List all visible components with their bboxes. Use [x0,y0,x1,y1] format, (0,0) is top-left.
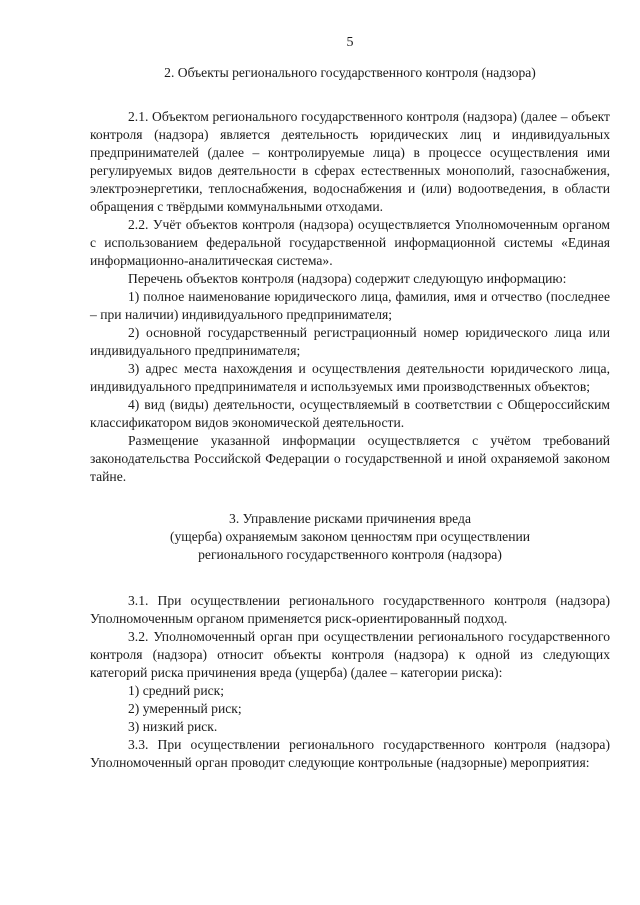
page-number: 5 [346,35,354,50]
list-item: 3) адрес места нахождения и осуществления деятельности юридического лица, индивидуального предпринимателя и используемых ими производственных объектов; [90,361,610,394]
paragraph-2-1: 2.1. Объектом регионального государственного контроля (надзора) (далее – объект контроля (надзора) является деятельность юридических лиц и индивидуальных предпринимателей (далее – контролируемые лица) в процессе осуществления ими регулируемых видов деятельности в сферах естественных монополий, газоснабжения, электроэнергетики, теплоснабжения, водоснабжения и (или) водоотведения, в области обращения с твёрдыми коммунальными отходами. [90,109,610,214]
risk-item: 3) низкий риск. [128,719,218,734]
list-item: 2) основной государственный регистрационный номер юридического лица или индивидуального предпринимателя; [90,325,610,358]
section-3-title-line: регионального государственного контроля (надзора) [198,547,502,562]
list-item: 4) вид (виды) деятельности, осуществляемый в соответствии с Общероссийским классификатором видов экономической деятельности. [90,397,610,430]
paragraph-3-1: 3.1. При осуществлении регионального государственного контроля (надзора) Уполномоченным органом применяется риск-ориентированный подход. [90,593,610,626]
paragraph-2-2: 2.2. Учёт объектов контроля (надзора) осуществляется Уполномоченным органом с использованием федеральной государственной информационной системы «Единая информационно-аналитическая система». [90,217,610,268]
risk-item: 1) средний риск; [128,683,225,698]
paragraph-list-intro: Перечень объектов контроля (надзора) содержит следующую информацию: [128,271,567,286]
paragraph-3-2: 3.2. Уполномоченный орган при осуществлении регионального государственного контроля (надзора) относит объекты контроля (надзора) к одной из следующих категорий риска причинения вреда (ущерба) (далее – категории риска): [90,629,610,680]
paragraph-3-3: 3.3. При осуществлении регионального государственного контроля (надзора) Уполномоченный орган проводит следующие контрольные (надзорные) мероприятия: [90,737,610,770]
section-3-title [90,510,610,564]
document-page [90,28,610,772]
list-item: 1) полное наименование юридического лица, фамилия, имя и отчество (последнее – при наличии) индивидуального предпринимателя; [90,289,610,322]
section-3-title-line: 3. Управление рисками причинения вреда [229,511,471,526]
section-3-title-line: (ущерба) охраняемым законом ценностям при осуществлении [169,529,531,544]
risk-item: 2) умеренный риск; [128,701,242,716]
paragraph-disclosure: Размещение указанной информации осуществляется с учётом требований законодательства Российской Федерации о государственной и иной охраняемой законом тайне. [90,433,610,484]
section-2-title: 2. Объекты регионального государственного контроля (надзора) [164,65,536,80]
